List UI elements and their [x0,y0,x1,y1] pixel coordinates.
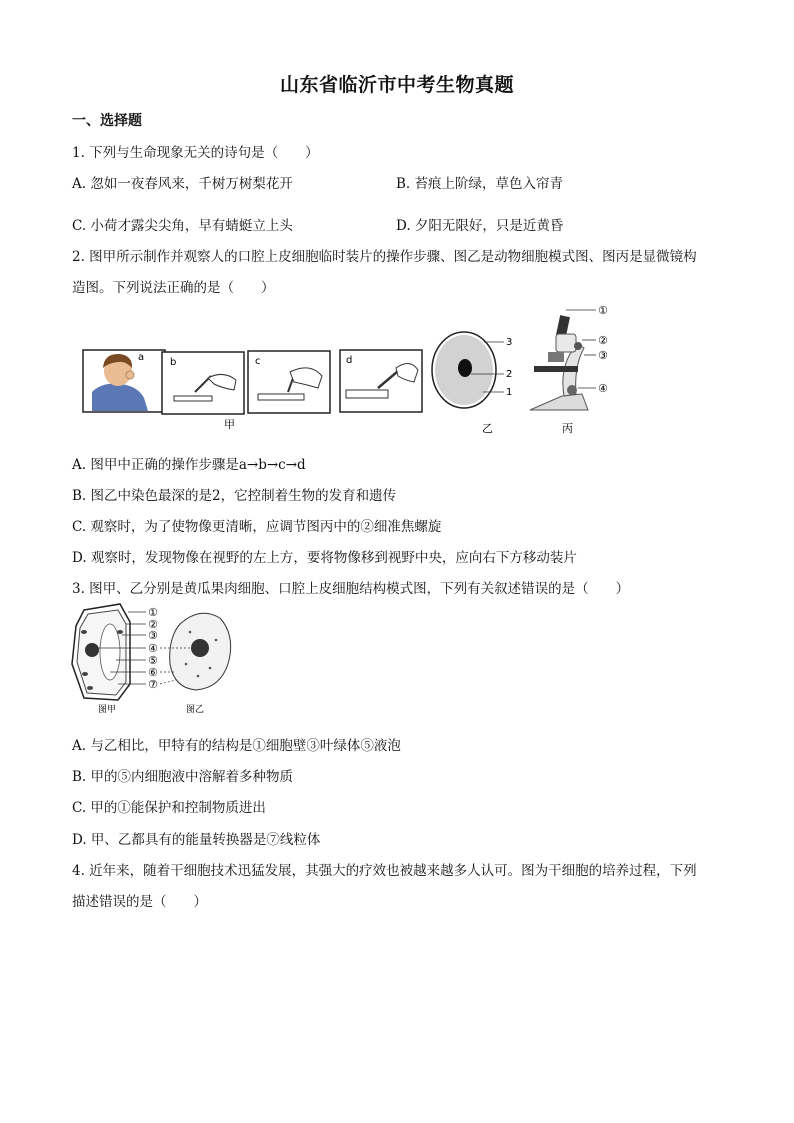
q1-option-c: C. 小荷才露尖尖角，早有蜻蜓立上头 [72,218,293,234]
q3-label-5: ⑤ [148,654,158,667]
q2-option-a: A. 图甲中正确的操作步骤是a→b→c→d [72,457,306,473]
caption-yi: 乙 [482,422,493,435]
q3-option-c: C. 甲的①能保护和控制物质进出 [72,800,266,816]
cell-label-3: 3 [506,337,513,348]
q1-option-d: D. 夕阳无限好，只是近黄昏 [396,218,564,234]
q4-stem-line2: 描述错误的是（ ） [72,894,207,910]
q2-option-b: B. 图乙中染色最深的是2，它控制着生物的发育和遗传 [72,488,397,504]
q2-stem-line1: 2. 图甲所示制作并观察人的口腔上皮细胞临时装片的操作步骤、图乙是动物细胞模式图、图丙是显微镜构 [72,249,697,265]
q2-stem-line2: 造图。下列说法正确的是（ ） [72,280,275,296]
q3-label-6: ⑥ [148,666,158,679]
section-heading: 一、选择题 [72,113,142,129]
q3-label-2: ② [148,618,158,631]
q1-option-b: B. 苔痕上阶绿，草色入帘青 [396,176,564,192]
panel-b-label: b [170,357,177,368]
q4-stem-line1: 4. 近年来，随着干细胞技术迅猛发展，其强大的疗效也被越来越多人认可。图为干细胞的培养过程，下列 [72,863,697,879]
micro-label-1: ① [598,304,608,317]
cell-label-1: 1 [506,387,513,398]
q3-label-7: ⑦ [148,678,158,691]
animal-cell-diagram [432,332,512,435]
q1-stem: 1. 下列与生命现象无关的诗句是（ ） [72,145,319,161]
panel-d-label: d [346,355,353,366]
plant-cell-diagram [72,604,130,700]
q2-figure [78,298,638,443]
q3-caption-yi: 图乙 [186,705,205,715]
q3-label-1: ① [148,606,158,619]
q3-label-3: ③ [148,629,158,642]
caption-jia: 甲 [224,418,235,431]
cell-label-2: 2 [506,369,513,380]
panel-c-coverslip-illustration [248,351,330,413]
panel-b-dropper-illustration [162,352,244,414]
microscope-diagram [530,304,608,435]
q3-caption-jia: 图甲 [98,705,117,715]
q3-option-b: B. 甲的⑤内细胞液中溶解着多种物质 [72,769,294,785]
panel-d-stain-illustration [340,350,422,412]
micro-label-4: ④ [598,382,608,395]
panel-a-person-illustration [83,350,165,412]
q2-option-d: D. 观察时，发现物像在视野的左上方，要将物像移到视野中央，应向右下方移动装片 [72,550,577,566]
q2-option-c: C. 观察时，为了使物像更清晰，应调节图丙中的②细准焦螺旋 [72,519,442,535]
q3-figure [70,602,240,718]
micro-label-3: ③ [598,349,608,362]
panel-c-label: c [255,356,261,367]
page-title: 山东省临沂市中考生物真题 [279,74,514,96]
q3-label-4: ④ [148,642,158,655]
q3-stem: 3. 图甲、乙分别是黄瓜果肉细胞、口腔上皮细胞结构模式图，下列有关叙述错误的是（ ） [72,581,630,597]
nucleus [458,359,472,377]
panel-a-label: a [138,352,145,363]
caption-bing: 丙 [562,422,573,435]
q3-option-a: A. 与乙相比，甲特有的结构是①细胞壁③叶绿体⑤液泡 [72,738,401,754]
q3-option-d: D. 甲、乙都具有的能量转换器是⑦线粒体 [72,832,321,848]
q1-option-a: A. 忽如一夜春风来，千树万树梨花开 [72,176,293,192]
micro-label-2: ② [598,334,608,347]
animal-cell-diagram-q3 [170,613,231,690]
